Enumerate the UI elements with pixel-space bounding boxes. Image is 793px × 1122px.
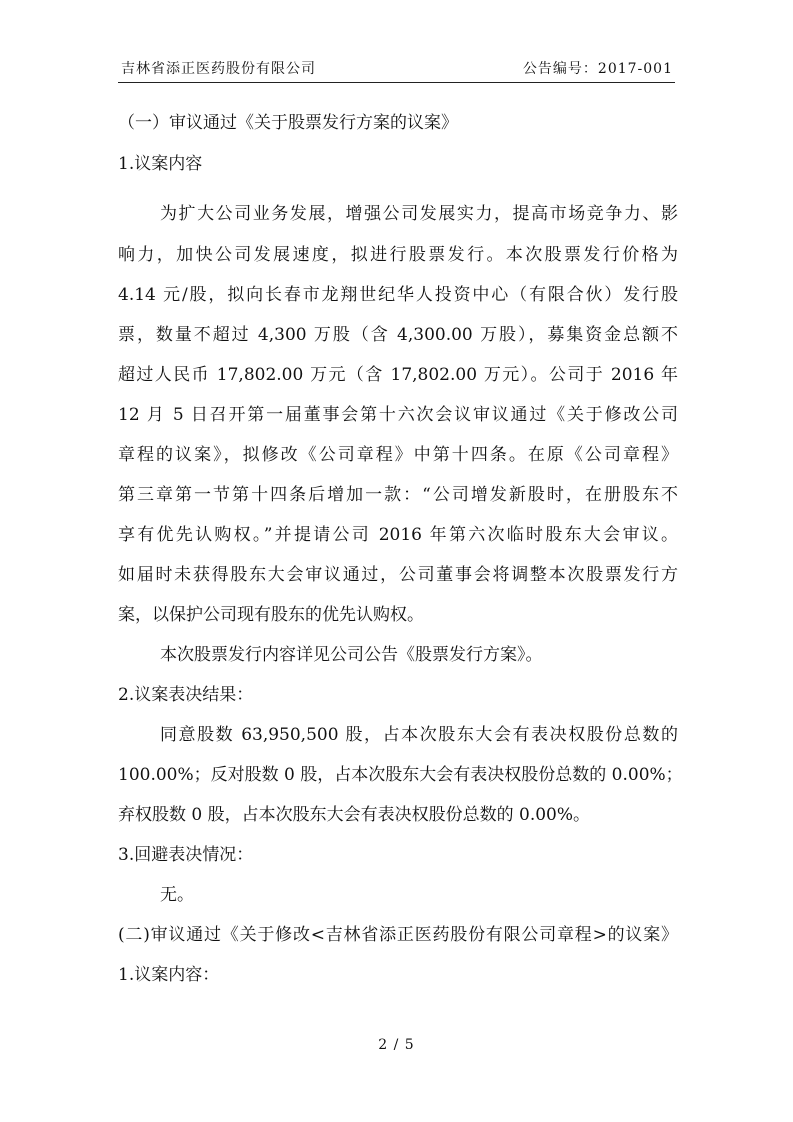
paragraph-line: 4.14 元/股，拟向长春市龙翔世纪华人投资中心（有限合伙）发行股: [118, 285, 678, 305]
paragraph-line: 本次股票发行内容详见公司公告《股票发行方案》。: [160, 645, 543, 665]
paragraph-line: 享有优先认购权。”并提请公司 2016 年第六次临时股东大会审议。: [118, 525, 678, 545]
header-company-name: 吉林省添正医药股份有限公司: [121, 61, 316, 77]
recusal-text: 无。: [160, 885, 194, 905]
subheading-motion-content-2: 1.议案内容：: [118, 965, 220, 985]
header-notice-number: 公告编号：2017-001: [522, 61, 673, 77]
vote-result-line: 100.00%；反对股数 0 股，占本次股东大会有表决权股份总数的 0.00%；: [118, 765, 683, 785]
paragraph-line: 响力，加快公司发展速度，拟进行股票发行。本次股票发行价格为: [118, 245, 678, 265]
section-heading-1: （一）审议通过《关于股票发行方案的议案》: [118, 113, 458, 133]
subheading-vote-result: 2.议案表决结果：: [118, 685, 254, 705]
paragraph-line: 案，以保护公司现有股东的优先认购权。: [118, 605, 424, 625]
vote-result-line: 弃权股数 0 股，占本次股东大会有表决权股份总数的 0.00%。: [118, 805, 591, 825]
vote-result-line: 同意股数 63,950,500 股，占本次股东大会有表决权股份总数的: [160, 725, 678, 745]
paragraph-line: 如届时未获得股东大会审议通过，公司董事会将调整本次股票发行方: [118, 565, 678, 585]
page-number: 2 / 5: [378, 1037, 415, 1053]
section-heading-2: (二)审议通过《关于修改<吉林省添正医药股份有限公司章程>的议案》: [118, 925, 678, 945]
paragraph-line: 12 月 5 日召开第一届董事会第十六次会议审议通过《关于修改公司: [118, 405, 678, 425]
paragraph-line: 为扩大公司业务发展，增强公司发展实力，提高市场竞争力、影: [160, 204, 678, 224]
subheading-motion-content: 1.议案内容: [118, 154, 203, 174]
paragraph-line: 票，数量不超过 4,300 万股（含 4,300.00 万股），募集资金总额不: [118, 325, 678, 345]
page-header: [118, 56, 675, 83]
paragraph-line: 章程的议案》，拟修改《公司章程》中第十四条。在原《公司章程》: [118, 445, 678, 465]
paragraph-line: 超过人民币 17,802.00 万元（含 17,802.00 万元）。公司于 2016 年: [118, 365, 678, 385]
paragraph-line: 第三章第一节第十四条后增加一款：“公司增发新股时，在册股东不: [118, 485, 678, 505]
subheading-recusal: 3.回避表决情况：: [118, 845, 254, 865]
